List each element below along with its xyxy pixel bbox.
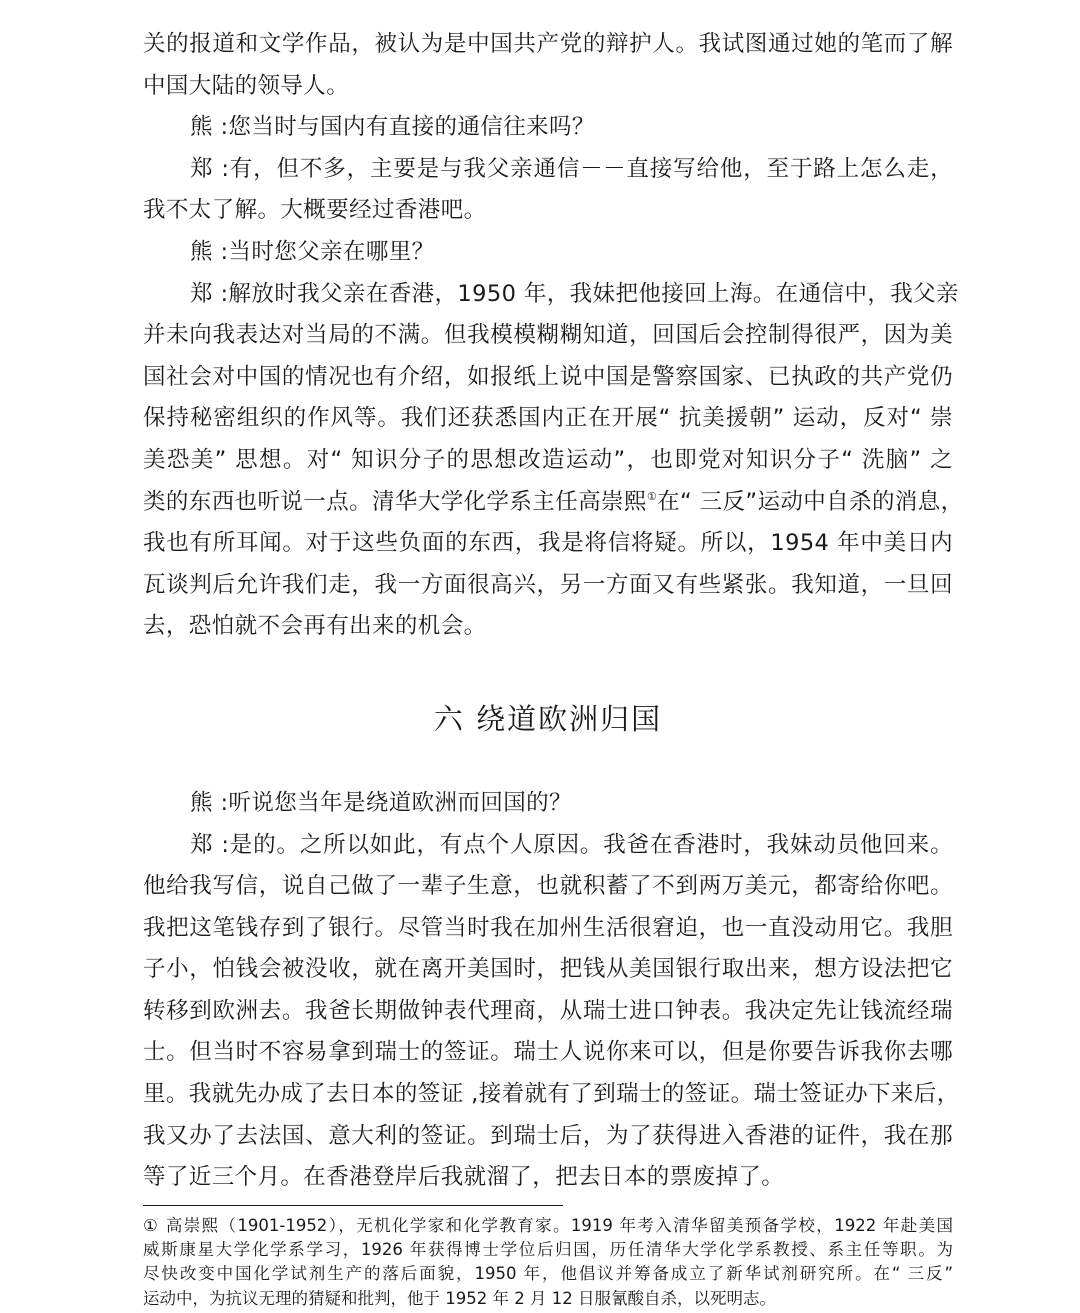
body-line: 中国大陆的领导人。 (143, 72, 350, 99)
body-line: 郑 :解放时我父亲在香港，1950 年，我妹把他接回上海。在通信中，我父亲 (190, 280, 959, 307)
footnote-line: 尽快改变中国化学试剂生产的落后面貌，1950 年，他倡议并筹备成立了新华试剂研究所。在“ 三反” (143, 1264, 953, 1284)
body-line: 并未向我表达对当局的不满。但我模模糊糊知道，回国后会控制得很严，因为美 (143, 322, 953, 349)
section-heading: 六 绕道欧洲归国 (433, 701, 663, 736)
footnote-divider (143, 1205, 563, 1206)
body-line: 熊 :听说您当年是绕道欧洲而回国的？ (190, 789, 572, 816)
body-text-bottom (143, 783, 960, 1199)
body-line: 郑 :有，但不多，主要是与我父亲通信－－直接写给他，至于路上怎么走， (190, 155, 953, 182)
body-text-middle (143, 523, 953, 648)
footnote-reference-mark[interactable]: ① (646, 489, 658, 503)
footnote-line: 运动中，为抗议无理的猜疑和批判，他于 1952 年 2 月 12 日服氰酸自杀，以死明志。 (143, 1288, 776, 1308)
body-line: 我也有所耳闻。对于这些负面的东西，我是将信将疑。所以，1954 年中美日内 (143, 530, 953, 557)
page-body (143, 24, 964, 1199)
footnotes (143, 1214, 953, 1311)
body-line: 美恐美” 思想。对“ 知识分子的思想改造运动”，也即党对知识分子“ 洗脑” 之 (143, 446, 953, 473)
body-line-footnote-ref (143, 482, 964, 524)
body-line: 转移到欧洲去。我爸长期做钟表代理商，从瑞士进口钟表。我决定先让钱流经瑞 (143, 997, 953, 1024)
heading-spacer (143, 748, 953, 783)
body-line: 熊 :您当时与国内有直接的通信往来吗？ (190, 114, 595, 141)
footnote-line: ① 高崇熙（1901-1952），无机化学家和化学教育家。1919 年考入清华留美预备学校，1922 年赴美国 (143, 1216, 953, 1235)
body-line: 子小，怕钱会被没收，就在离开美国时，把钱从美国银行取出来，想方设法把它 (143, 956, 953, 983)
footnote-line: 威斯康星大学化学系学习，1926 年获得博士学位后归国，历任清华大学化学系教授、系主任等职。为 (143, 1240, 953, 1260)
body-line: 我又办了去法国、意大利的签证。到瑞士后，为了获得进入香港的证件，我在那 (143, 1122, 953, 1149)
body-line: 国社会对中国的情况也有介绍，如报纸上说中国是警察国家、已执政的共产党仍 (143, 363, 953, 390)
body-line: 我不太了解。大概要经过香港吧。 (143, 197, 487, 224)
body-line: 关的报道和文学作品，被认为是中国共产党的辩护人。我试图通过她的笔而了解 (143, 31, 953, 57)
body-line: 郑 :是的。之所以如此，有点个人原因。我爸在香港时，我妹动员他回来。 (190, 831, 953, 858)
line-text-after: 在“ 三反”运动中自杀的消息， (657, 488, 964, 515)
body-line: 等了近三个月。在香港登岸后我就溜了，把去日本的票废掉了。 (143, 1164, 785, 1191)
body-line: 瓦谈判后允许我们走，我一方面很高兴，另一方面又有些紧张。我知道，一旦回 (143, 571, 953, 598)
body-line: 士。但当时不容易拿到瑞士的签证。瑞士人说你来可以，但是你要告诉我你去哪 (143, 1039, 953, 1066)
body-line: 我把这笔钱存到了银行。尽管当时我在加州生活很窘迫，也一直没动用它。我胆 (143, 914, 953, 941)
body-line: 保持秘密组织的作风等。我们还获悉国内正在开展“ 抗美援朝” 运动，反对“ 崇 (143, 405, 953, 432)
body-line: 里。我就先办成了去日本的签证 ,接着就有了到瑞士的签证。瑞士签证办下来后， (143, 1081, 960, 1108)
line-text-before: 类的东西也听说一点。清华大学化学系主任高崇熙 (143, 488, 647, 515)
body-line: 他给我写信，说自己做了一辈子生意，也就积蓄了不到两万美元，都寄给你吧。 (143, 873, 953, 900)
body-line: 去，恐怕就不会再有出来的机会。 (143, 613, 487, 640)
body-text-top (143, 24, 959, 482)
body-line: 熊 :当时您父亲在哪里？ (190, 238, 435, 265)
